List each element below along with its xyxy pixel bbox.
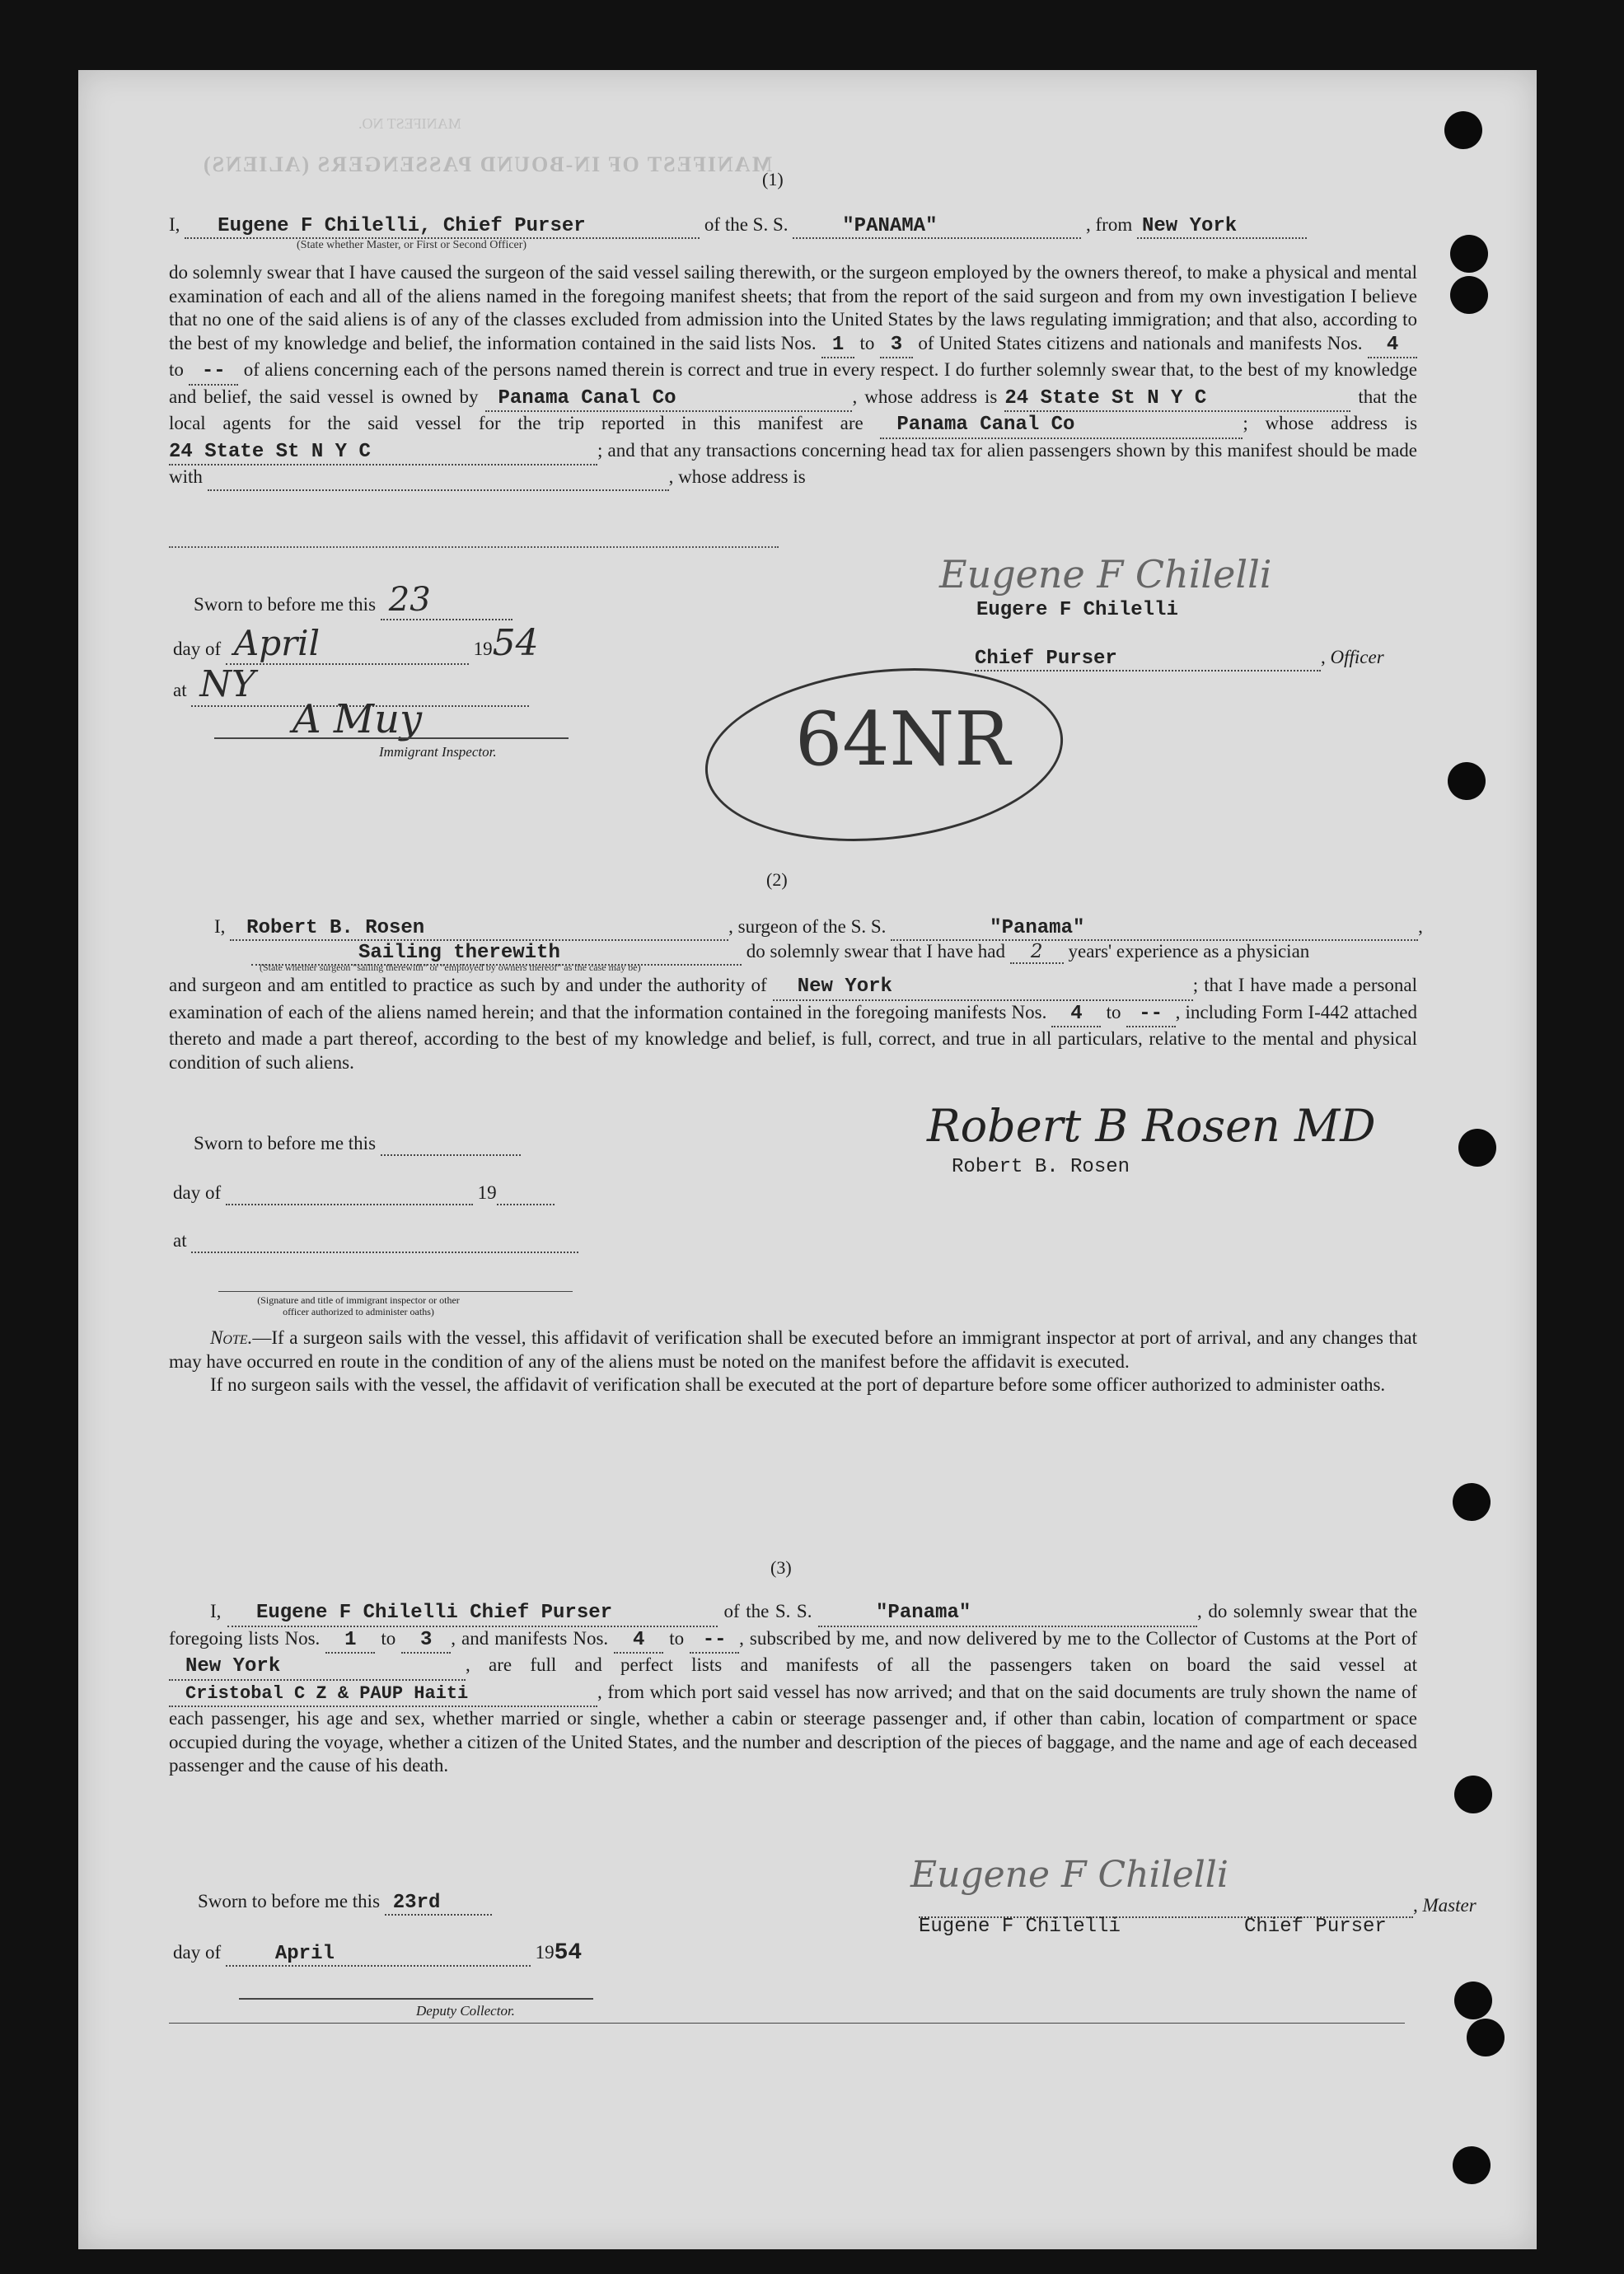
sec3-text-c: , and manifests Nos. xyxy=(451,1627,609,1649)
sec3-deputy-caption: Deputy Collector. xyxy=(416,2003,515,2019)
sec1-lists-to: 3 xyxy=(880,334,913,359)
sec3-text-d: , subscribed by me, and now delivered by me to the Collector of Customs at the Port of xyxy=(739,1627,1418,1649)
sec2-month-blank xyxy=(226,1182,473,1205)
note-text-1: —If a surgeon sails with the vessel, this affidavit of verification shall be executed before an immigrant inspector at port of arrival, and any changes that may have occurred en route in the condition of any of the aliens must be noted on the manifest before the affidavit is executed. xyxy=(169,1327,1417,1372)
sec1-text-h: , whose address is xyxy=(668,466,806,487)
sec1-text-c: of aliens concerning each of the persons named therein is correct and true in every respect. I do further solemnly swear that, to the best of my knowledge and belief, the said vessel is owned by xyxy=(169,359,1418,407)
label-at: at xyxy=(173,680,187,700)
sec1-text-g: ; and that any transactions concerning head tax for alien passengers shown by this manifest should be made with xyxy=(169,439,1417,487)
punch-hole xyxy=(1453,2146,1491,2184)
sec1-officer-label: Officer xyxy=(1330,647,1384,667)
punch-hole xyxy=(1453,1483,1491,1521)
sec3-lists-from: 1 xyxy=(325,1629,375,1654)
label-do-solemnly: do solemnly swear that I have had xyxy=(746,941,1005,962)
sec1-text-a: do solemnly swear that I have caused the surgeon of the said vessel sailing therewith, or the surgeon employed by the owners thereof, to make a physical and mental examination of each and all of the aliens named in the foregoing manifest sheets; that from the report of the said surgeon and from my own investigation I believe that no one of the said aliens is of any of the classes excluded from admission into the United States by the laws regulating immigration; and that also, according to the best of my knowledge and belief, the information contained in the said lists Nos. xyxy=(169,262,1417,353)
sec1-officer-typed-title: Chief Purser xyxy=(975,648,1321,671)
punch-hole xyxy=(1450,235,1488,273)
sec2-at-line xyxy=(173,1230,578,1253)
label-year-prefix: 19 xyxy=(535,1942,555,1963)
sec3-text-f: , from which port said vessel has now arrived; and that on the said documents are truly shown the name of each passenger, his age and sex, whether married or single, whether a cabin or steerage passenger and, if other than cabin, location of compartment or space occupied during the voyage, whether a citizen of the United States, and the number and description of the pieces of baggage, and the name and age of each deceased passenger and the cause of his death. xyxy=(169,1681,1417,1776)
label-from: , from xyxy=(1086,214,1133,235)
label-at: at xyxy=(173,1230,187,1251)
sec2-sworn-blank xyxy=(381,1133,521,1156)
sec1-agents-address: 24 State St N Y C xyxy=(169,441,597,466)
sec2-sworn-line xyxy=(194,1133,521,1156)
bottom-rule xyxy=(169,2023,1405,2024)
sec2-inspector-caption: (Signature and title of immigrant inspector or other officer authorized to administer oaths) xyxy=(257,1294,460,1317)
punch-hole xyxy=(1448,762,1486,800)
sec1-text-d: , whose address is xyxy=(852,386,998,407)
section-3-body xyxy=(169,1600,1417,1778)
to-word: to xyxy=(169,359,184,380)
sec1-head-tax-blank xyxy=(208,466,669,491)
sec3-text-b: , do solemnly swear that the foregoing lists Nos. xyxy=(169,1601,1418,1649)
sec3-day-of-line xyxy=(173,1940,582,1967)
label-of-the-ss: of the S. S. xyxy=(704,214,789,235)
sec2-manifests-from: 4 xyxy=(1051,1003,1101,1028)
sec1-officer-signature: Eugene F Chilelli xyxy=(939,552,1272,597)
sec1-officer-line: Chief Purser , Officer xyxy=(975,647,1384,670)
sec1-inspector-rule xyxy=(214,737,569,739)
sec2-text-a: and surgeon and am entitled to practice as such by and under the authority of xyxy=(169,975,767,995)
sec1-year-suffix: 54 xyxy=(492,622,539,664)
sec2-at-blank xyxy=(191,1230,578,1253)
punch-hole xyxy=(1454,1776,1492,1813)
sec1-text-b: of United States citizens and nationals and manifests Nos. xyxy=(918,332,1363,353)
sec1-text-f: whose address is xyxy=(1265,413,1418,433)
label-year-prefix: 19 xyxy=(477,1182,497,1203)
punch-hole xyxy=(1458,1129,1496,1167)
sec1-manifests-from: 4 xyxy=(1368,334,1417,359)
sec3-sworn-month: April xyxy=(226,1943,531,1967)
sec3-sworn-line xyxy=(198,1891,492,1916)
sec2-surgeon-name: Robert B. Rosen xyxy=(230,917,728,941)
sec1-officer-name: Eugene F Chilelli, Chief Purser xyxy=(185,215,700,239)
sec3-signature-rule xyxy=(919,1895,1413,1918)
sec2-text-b: that I have made a personal examination of each of the aliens named herein; and that the information contained in the foregoing manifests Nos. xyxy=(169,975,1418,1022)
sec3-officer-signature: Eugene F Chilelli xyxy=(910,1854,1229,1896)
sec2-authority: New York xyxy=(773,976,1193,1001)
sec1-lists-from: 1 xyxy=(821,334,854,359)
sec2-text-c: , including Form I-442 attached thereto and made a part thereof, according to the best of my knowledge and belief, is full, correct, and true in all particulars, relative to the mental and physical condition of such aliens. xyxy=(169,1001,1417,1073)
sec3-lists-to: 3 xyxy=(401,1629,451,1654)
label-sworn-before: Sworn to before me this xyxy=(194,594,377,615)
sec2-vessel: "Panama" xyxy=(891,917,1418,941)
sec2-inspector-rule xyxy=(218,1291,573,1292)
faint-manifest-title: MANIFEST OF IN-BOUND PASSENGERS (ALIENS) xyxy=(202,152,773,176)
sec1-owner: Panama Canal Co xyxy=(485,387,852,413)
sec3-manifests-from: 4 xyxy=(614,1629,663,1654)
label-I: I, xyxy=(169,214,180,235)
sec3-manifests-to: -- xyxy=(690,1629,739,1654)
sec3-vessel: "Panama" xyxy=(818,1602,1197,1627)
label-I: I, xyxy=(214,916,226,937)
label-surgeon-of: , surgeon of the S. S. xyxy=(728,916,887,937)
sec2-status: Sailing therewith xyxy=(251,942,742,966)
sec3-text-e: , are full and perfect lists and manifests of all the passengers taken on board the said vessel at xyxy=(466,1654,1417,1675)
sec1-day-of-line xyxy=(173,622,539,665)
section-2-number: (2) xyxy=(766,869,788,890)
sec1-text-e: that the local agents for the said vessel for the trip reported in this manifest are xyxy=(169,386,1417,433)
label-years-exp: years' experience as a physician xyxy=(1068,941,1310,962)
section-1-oath-line xyxy=(169,214,1307,239)
label-day-of: day of xyxy=(173,1182,222,1203)
sec1-officer-typed-name: Eugere F Chilelli xyxy=(976,599,1178,621)
sec3-typed-name: Eugene F Chilelli xyxy=(919,1916,1121,1938)
to-word: to xyxy=(669,1627,685,1649)
sec3-master-line: , Master xyxy=(919,1895,1477,1918)
label-year-prefix: 19 xyxy=(473,639,493,659)
sec1-owner-address: 24 State St N Y C xyxy=(1004,387,1350,413)
to-word: to xyxy=(1106,1001,1121,1022)
section-3-number: (3) xyxy=(770,1557,792,1578)
note-text-2: If no surgeon sails with the vessel, the affidavit of verification shall be executed at the port of departure before some officer authorized to administer oaths. xyxy=(210,1374,1386,1395)
sec3-typed-title: Chief Purser xyxy=(1244,1916,1387,1938)
sec1-sworn-month: April xyxy=(226,623,469,665)
sec1-sworn-line xyxy=(194,581,512,620)
sec1-officer-caption: (State whether Master, or First or Second Officer) xyxy=(297,239,527,251)
sec3-sworn-day: 23rd xyxy=(385,1892,492,1916)
sec1-sworn-day: 23 xyxy=(381,581,512,620)
punch-hole xyxy=(1454,1982,1492,2019)
sec2-status-caption: (State whether surgeon "sailing therewith" or "employed by owners thereof" as the case may be) xyxy=(260,962,641,973)
sec1-address-blank-line xyxy=(169,546,779,548)
sec2-years: 2 xyxy=(1010,941,1064,964)
sec3-port: New York xyxy=(169,1655,466,1681)
sec1-manifests-to: -- xyxy=(189,360,238,386)
sec3-master-label: Master xyxy=(1422,1895,1477,1916)
ink-stamp-text: 64NR xyxy=(795,696,1011,783)
sec3-officer-name: Eugene F Chilelli Chief Purser xyxy=(227,1602,718,1627)
document-page xyxy=(78,70,1537,2249)
sec1-inspector-signature: A Muy xyxy=(293,696,423,742)
to-word: to xyxy=(859,332,875,353)
sec1-agents: Panama Canal Co xyxy=(880,414,1243,439)
to-word: to xyxy=(381,1627,396,1649)
label-sworn-before: Sworn to before me this xyxy=(194,1133,377,1153)
punch-hole xyxy=(1450,276,1488,314)
sec2-year-blank xyxy=(497,1182,555,1205)
sec1-inspector-caption: Immigrant Inspector. xyxy=(379,744,497,760)
label-sworn-before: Sworn to before me this xyxy=(198,1891,381,1911)
punch-hole xyxy=(1444,111,1482,149)
sec1-vessel: "PANAMA" xyxy=(793,215,1081,239)
section-1-number: (1) xyxy=(762,169,784,190)
label-day-of: day of xyxy=(173,1942,222,1963)
sec3-ports-embarked: Cristobal C Z & PAUP Haiti xyxy=(169,1682,597,1708)
faint-manifest-no: MANIFEST NO. xyxy=(358,115,461,132)
sec2-manifests-to: -- xyxy=(1126,1003,1176,1028)
sec2-day-of-line xyxy=(173,1182,555,1205)
sec2-surgeon-typed-name: Robert B. Rosen xyxy=(952,1156,1130,1178)
section-2-body: and surgeon and am entitled to practice as such by and under the authority of New York ; that I have made a personal examination of each of the aliens named herein; and that the information contained in the foregoing manifests Nos. 4 to -- , including Form I-442 attached thereto and made a part thereof, according to the best of my knowledge and belief, is full, correct, and true in all particulars, relative to the mental and physical condition of such aliens. xyxy=(169,975,1418,1073)
punch-hole xyxy=(1467,2019,1505,2056)
section-2-oath-line: I, Robert B. Rosen , surgeon of the S. S. "Panama" , xyxy=(214,916,1423,939)
sec3-year-suffix: 54 xyxy=(554,1940,583,1966)
sec2-surgeon-signature: Robert B Rosen MD xyxy=(927,1100,1376,1152)
note-block xyxy=(169,1326,1417,1397)
note-label: Note. xyxy=(210,1327,253,1348)
sec3-text-a: of the S. S. xyxy=(723,1601,812,1621)
sec3-deputy-rule xyxy=(239,1998,593,2000)
sec1-from-port: New York xyxy=(1137,215,1307,239)
sec1-at-place: NY xyxy=(191,663,529,707)
label-I: I, xyxy=(210,1601,222,1621)
label-day-of: day of xyxy=(173,639,222,659)
section-1-body: do solemnly swear that I have caused the surgeon of the said vessel sailing therewith, or the surgeon employed by the owners thereof, to make a physical and mental examination of each and all of the aliens named in the foregoing manifest sheets; that from the report of the said surgeon and from my own investigation I believe that no one of the said aliens is of any of the classes excluded from admission into the United States by the laws regulating immigration; and that also, according to the best of my knowledge and belief, the information contained in the said lists Nos. 1 to 3 of United States citizens and nationals and manifests Nos. 4 to -- of aliens concerning each of the persons named therein is correct and true in every respect. I do further solemnly swear that, to the best of my knowledge and belief, the said vessel is owned by Panama Canal Co , whose address is 24 State St N Y C that the local agents for the said vessel for the trip reported in this manifest are Panama Canal Co ; whose address is 24 State St N Y C ; and that any transactions concerning head tax for alien passengers shown by this manifest should be made with , whose address is xyxy=(169,261,1417,491)
